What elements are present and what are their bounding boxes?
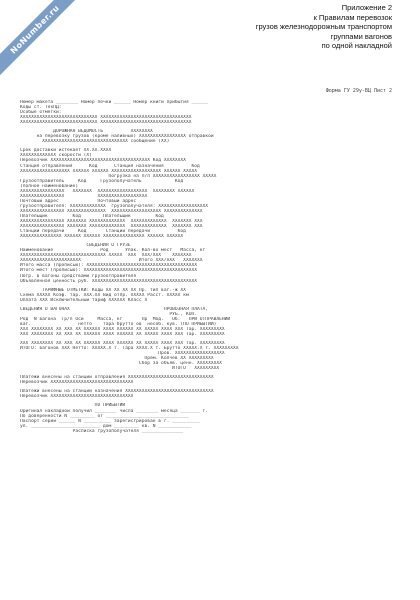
document-line: Коды ст. ТехПД: <box>20 105 62 111</box>
document-line: Пров. ХХХХХХХХХХХХХХХХХХ <box>20 351 225 357</box>
document-line: ХХХ ХХХХХХХХ ХХ ХХХ ХХ ХХХХХХ ХХХХ ХХХХХХ ХХ ХХХХХ ХХХХ ХХХ Тар. ХХХХХХХХХ <box>20 326 225 332</box>
document-line: Паспорт серии ______ N __________ зарегистрирован в г. __________ <box>20 418 200 424</box>
document-line: Схема ХХХХХ Коэф. тар. ХХХ.ХХ Вид отпр. ХХХХХ Расст. ХХХХХ км <box>20 292 189 298</box>
document-line: ХХХХХХХХХХХХХХХХХХХХХХХХХХХХ ХХХХХХХХХХХХХХХХХХХХХХХХХХХХХХХХХ <box>20 120 192 126</box>
appendix-line: группами вагонов <box>330 31 392 41</box>
document-line: ХХХХХХХХХХХХХХХХХХХХХХХХХХХХХХХ сообщение (ХХ) <box>20 139 170 145</box>
document-line: грузоотправителя: ХХХХХХХХХХХХХ грузополучателя: ХХХХХХХХХХХХХХХХХХ <box>20 203 209 209</box>
form-title: Форма ГУ 29у-ВЦ Лист 2 <box>325 88 392 94</box>
document-line: ИТОГО ХХХХХХХХХ <box>20 366 220 372</box>
document-line: Оригинал накладной получил ________ числа ________ месяца _______ г. <box>20 408 209 414</box>
document-line: (полное наименование) <box>20 183 79 189</box>
document-line: ХХХХХХХХХХХХХХХ ХХХХХХ ХХХХХХ ХХХХХХХХХХХХХХХ ХХХХХХ ХХХХХХ <box>20 234 184 240</box>
document-line: ХХХХХХХХХХХХХХХХ ХХХХХХХ ХХХХХХХХХХХХХХХХХХ ХХХХХХХХ ХХХХХХ <box>20 188 195 194</box>
document-line: Станция отправления Код Станция назначения Код <box>20 163 200 169</box>
document-line: ХХХХХХХХХХХХХХХХХХ ХХХХХХ ХХХХХХ ХХХХХХХХХХХХХХХХХХ ХХХХХХ ХХХХХ <box>20 168 198 174</box>
document-line: Погр. в вагоны средствами грузоотправителя <box>20 273 137 279</box>
document-line: ПО ПРИБЫТИИ <box>20 403 126 409</box>
document-line: ваг. нетто тара брутто ов несоб. кув. (ПО ПРИБЫТИИ) <box>20 321 217 327</box>
document-line: Род N вагона Гр/п Оси Масса, кг Пр Мод. Об. ПРИ ОТПРАВЛЕНИИ <box>20 316 231 322</box>
document-line: Особые отметки: <box>20 110 62 116</box>
document-line: ИТОГО: вагонов ХХХ Нетто: ХХХХХ.Х т. Тара ХХХХ.Х т. Брутто ХХХХХ.Х т. ХХХХХХХХХ <box>20 346 239 352</box>
appendix-line: грузов железнодорожным транспортом <box>255 22 392 32</box>
document-line: ул. _________________________ дом _________ кв. N ____________ <box>20 423 192 429</box>
document-line: Итого масса (прописью): ХХХХХХХХХХХХХХХХХХХХХХХХХХХХХХХХХХХХХХХХ <box>20 263 198 269</box>
document-line: ТАРИФНЫЕ ОТМЕТКИ: Коды ХХ ХХ ХХ ХХ Пр. тип ваг.-ж ХХ <box>20 287 186 293</box>
document-line: ДОРОЖНАЯ ВЕДОМОСТЬ ХХХХХХХХ <box>20 129 153 135</box>
document-line: Погрузка на п/п ХХХХХХХХХХХХХХХХХ ХХХХХ <box>20 173 217 179</box>
document-line: Платежи внесены на станции отправления ХХХХХХХХХХХХХХХХХХХХХХХХХХХХХХХ <box>20 375 214 381</box>
document-line: ХХХХХХХХХХХХХХХХ ХХХХХХХХХХХХХХХХХХ <box>20 193 148 199</box>
document-line: ХХХХХХХХХХХХХ скорости (Х) <box>20 153 92 159</box>
document-line: ХХХХХХХХХХХХХХХХ ХХХХХХХ ХХХХХХХХХХХХХ ХХХХХХХХХХХХХ ХХХХХХХ ХХХ <box>20 219 203 225</box>
document-line: Перевозчик ХХХХХХХХХХХХХХХХХХХХХХХХХХХХХХХХХХХХ Код ХХХХХХХХ <box>20 158 186 164</box>
document-line: на перевозку грузов (кроме наливных) ХХХХХХХХХХХХХХХХХ отправкой <box>20 134 214 140</box>
document-line: ХХХ ХХХХХХХХ ХХ ХХХ ХХ ХХХХХХ ХХХХ ХХХХХХ ХХ ХХХХХ ХХХХ ХХХ Тар. ХХХХХХХХХ <box>20 331 225 337</box>
document-line: Наименование Род Упак. Кол-во мест Масса, кг <box>20 248 206 254</box>
document-line: Почтовый адрес Почтовый адрес <box>20 198 137 204</box>
document-line: ХХХХХХХХХХХХХХХХ ХХХХХХХХХХХХХХ ХХХХХХХХХХХХХХХХХХ ХХХХХХХХХХХХХХ <box>20 208 203 214</box>
document-line: Перевозчик ХХХХХХХХХХХХХХХХХХХХХХХХХХХХХХ <box>20 380 134 386</box>
document-line: Расписка грузополучателя _______________ <box>20 428 184 434</box>
document-line: Итого мест (прописью): ХХХХХХХХХХХХХХХХХХХХХХХХХХХХХХХХХХХХХХХХХ <box>20 268 198 274</box>
document-line: Плательщик Код Плательщик Код <box>20 213 164 219</box>
waybill-document <box>20 100 402 434</box>
appendix-line: по одной накладной <box>321 41 392 51</box>
document-line: Сбор за объяв. ценн. ХХХХХХХХХ <box>20 361 222 367</box>
document-line: По доверенности N _________ от ______________________________ <box>20 413 189 419</box>
document-line: Номер макета ________ Номер печки ______ Номер книги прибытия ______ <box>20 100 209 105</box>
document-line: ХХХХХХХХХХХХХХХХХХХХХХХХХХХХХХХ ХХХХХ ХХХ ХХХ/ХХХ ХХХХХХХ <box>20 253 192 259</box>
document-line: ХХХХХХХХХХХХХХХХХХХХХХ Итого ХХХ/ХХХ ХХХХХХХ <box>20 258 203 264</box>
appendix-header <box>256 3 392 51</box>
document-line: Платежи внесены на станции назначения ХХХХХХХХХХХХХХХХХХХХХХХХХХХХХХХХ <box>20 389 214 395</box>
watermark-ribbon <box>0 0 93 88</box>
document-line: СВЕДЕНИЯ О ВАГОНАХ ПРОВОЗНАЯ ПЛАТА, <box>20 306 209 312</box>
document-line: Прем. Колчев ХХ ХХХХХХХХХ <box>20 356 214 362</box>
document-line: Оплата ХХХ Исключительный тариф ХХХХХХ Класс Х <box>20 297 148 303</box>
document-line: СВЕДЕНИЯ О ГРУЗЕ <box>20 243 131 249</box>
document-line: Объявленная ценность руб. ХХХХХХХХХХХХХХХХХХХХХХХХХХХХХХХХХХХХХХ <box>20 278 198 284</box>
document-line: ХХХХХХХХХХХХХХХХ ХХХХХХХ ХХХХХХХХХХХХХ ХХХХХХХХХХХХХ ХХХХХХХ ХХХ <box>20 224 203 230</box>
appendix-line: Приложение 2 <box>341 3 392 12</box>
document-line: Перевозчик ХХХХХХХХХХХХХХХХХХХХХХХХХХХХХХ <box>20 394 134 400</box>
document-line: РУБ., КОП. <box>20 311 198 317</box>
appendix-line: к Правилам перевозок <box>313 12 392 22</box>
watermark-text: NoNumber.ru <box>8 3 62 56</box>
document-line: Грузоотправитель Код Грузополучатель Код <box>20 178 184 184</box>
document-line: ХХХ ХХХХХХХХ ХХ ХХХ ХХ ХХХХХХ ХХХХ ХХХХХХ ХХ ХХХХХ ХХХХ ХХХ Тар. ХХХХХХХХХ <box>20 341 225 347</box>
document-line: Станции передачи Код Станции передачи Код <box>20 229 186 235</box>
document-line: ХХХХХХХХХХХХХХХХХХХХХХХХХХХХ ХХХХХХХХХХХХХХХХХХХХХХХХХХХХХХХХХ <box>20 115 192 121</box>
document-line: Срок доставки истекает ХХ.ХХ.ХХХХ <box>20 148 112 154</box>
